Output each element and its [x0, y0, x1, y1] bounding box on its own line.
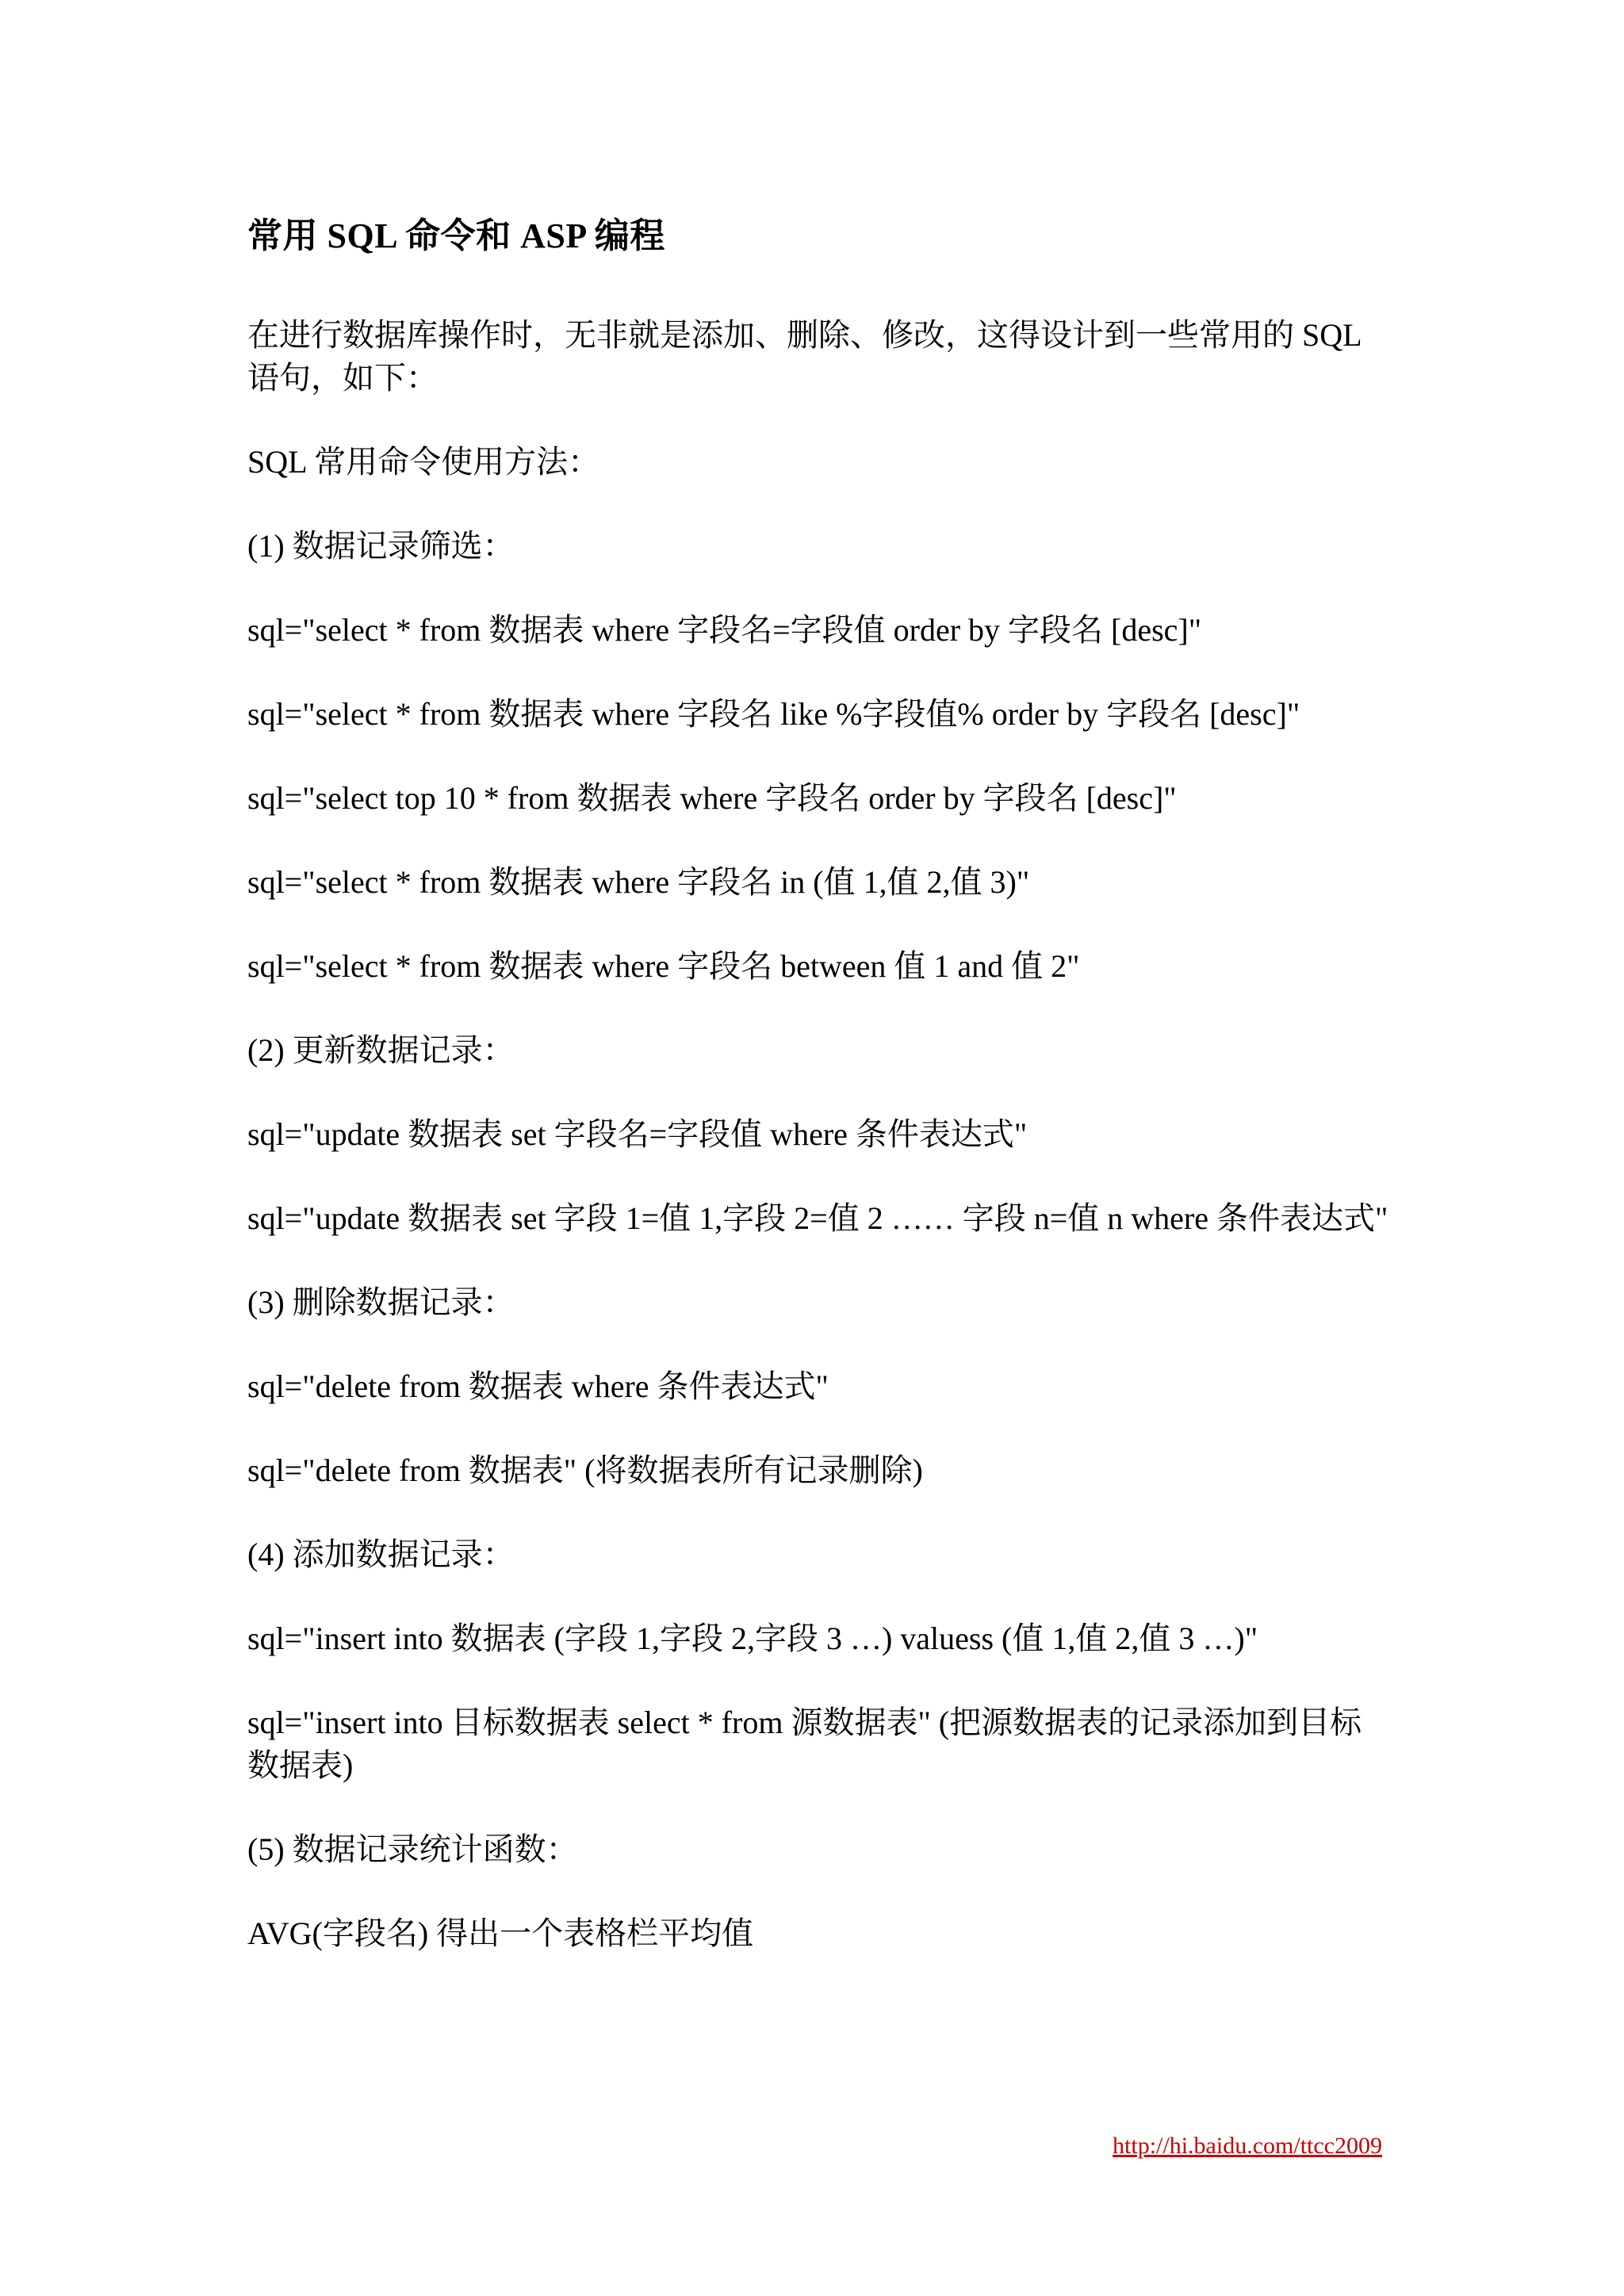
- section-5-heading: (5) 数据记录统计函数：: [247, 1831, 578, 1867]
- footer-link[interactable]: http://hi.baidu.com/ttcc2009: [1113, 2133, 1382, 2159]
- insert-statement-1: sql="insert into 数据表 (字段 1,字段 2,字段 3 …) valuess (值 1,值 2,值 3 …)": [247, 1621, 1258, 1656]
- select-statement-1: sql="select * from 数据表 where 字段名=字段值 order by 字段名 [desc]": [247, 612, 1202, 648]
- delete-statement-1: sql="delete from 数据表 where 条件表达式": [247, 1368, 829, 1404]
- select-statement-4: sql="select * from 数据表 where 字段名 in (值 1,值 2,值 3)": [247, 864, 1030, 900]
- select-statement-5: sql="select * from 数据表 where 字段名 between 值 1 and 值 2": [247, 948, 1080, 984]
- section-3-heading: (3) 删除数据记录：: [247, 1284, 515, 1320]
- section-2-heading: (2) 更新数据记录：: [247, 1032, 515, 1068]
- section-1-heading: (1) 数据记录筛选：: [247, 528, 515, 564]
- update-statement-1: sql="update 数据表 set 字段名=字段值 where 条件表达式": [247, 1116, 1028, 1152]
- update-statement-2: sql="update 数据表 set 字段 1=值 1,字段 2=值 2 …… 字段 n=值 n where 条件表达式": [247, 1200, 1388, 1236]
- select-statement-2: sql="select * from 数据表 where 字段名 like %字段值% order by 字段名 [desc]": [247, 696, 1300, 732]
- intro-paragraph: 在进行数据库操作时，无非就是添加、删除、修改，这得设计到一些常用的 SQL 语句，如下：: [247, 317, 1362, 396]
- document-title: 常用 SQL 命令和 ASP 编程: [247, 216, 665, 255]
- select-statement-3: sql="select top 10 * from 数据表 where 字段名 order by 字段名 [desc]": [247, 780, 1177, 816]
- delete-statement-2: sql="delete from 数据表" (将数据表所有记录删除): [247, 1452, 923, 1488]
- document-body: [247, 208, 1389, 1955]
- methods-heading: SQL 常用命令使用方法：: [247, 444, 600, 480]
- avg-function: AVG(字段名) 得出一个表格栏平均值: [247, 1915, 754, 1951]
- section-4-heading: (4) 添加数据记录：: [247, 1536, 515, 1572]
- insert-statement-2: sql="insert into 目标数据表 select * from 源数据表" (把源数据表的记录添加到目标数据表): [247, 1705, 1362, 1783]
